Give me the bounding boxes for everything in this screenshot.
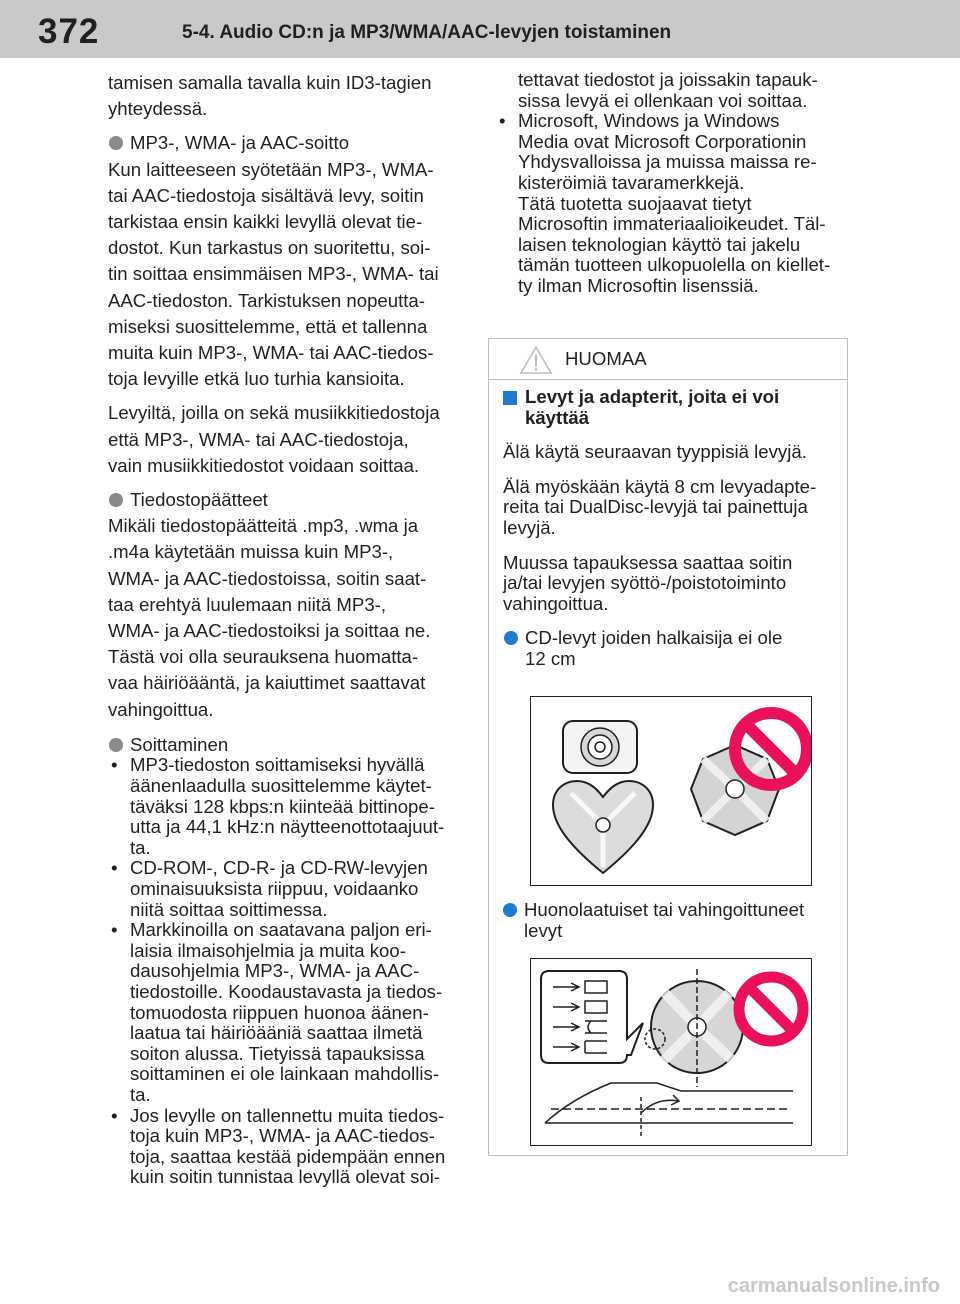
notice-header [489,339,847,380]
notice-para-3: Muussa tapauksessa saattaa soitin ja/tai levyjen syöttö-/poistotoiminto vahingoittua. [503,551,793,614]
intro-paragraph: tamisen samalla tavalla kuin ID3-tagien yhteydessä. [108,72,432,120]
square-disc-icon [563,721,637,773]
extensions-heading: Tiedostopäätteet [108,487,473,513]
list-item: • CD-ROM-, CD-R- ja CD-RW-levyjen ominaisuuksista riippuu, voidaanko niitä soittaa soittimessa. [111,857,428,920]
mp3-paragraph: Kun laitteeseen syötetään MP3-, WMA- tai AAC-tiedostoja sisältävä levy, soitin tarkistaa ensin kaikki levyllä olevat tie- dostot. Kun tarkastus on suoritettu, soi- tin soittaa ensimmäisen MP3-, WMA- tai AAC-tiedoston. Tarkistuksen nopeutta- miseksi suosittelemme, että et tallenna muita kuin MP3-, WMA- tai AAC-tiedos- toja levyille etkä luo turhia kansioita. [108,158,439,390]
notice-subheading: Levyt ja adapterit, joita ei voi käyttää [503,387,833,428]
notice-title: HUOMAA [565,348,647,369]
playback-heading: Soittaminen [108,735,473,756]
watermark: carmanualsonline.info [727,1275,940,1297]
figure-damaged-discs [530,958,812,1146]
left-column [108,70,473,1188]
list-item: • MP3-tiedoston soittamiseksi hyvällä äänenlaadulla suosittelemme käytet- täväksi 128 kbps:n kiinteää bittinope- utta ja 44,1 kHz:n näytteenottotaajuut- ta. [111,754,445,858]
bullet-dot-icon [109,136,123,150]
extensions-paragraph: Mikäli tiedostopäätteitä .mp3, .wma ja .m4a käytetään muissa kuin MP3-, WMA- ja AAC-tiedostoissa, soitin saat- taa erehtyä luulemaan niitä MP3-, WMA- ja AAC-tiedostoiksi ja soittaa ne. Tästä voi olla seurauksena huomatta- vaa häiriöääntä, ja kaiuttimet saattavat vahingoittua. [108,515,431,720]
playback-list [108,755,473,1187]
heart-disc-icon [553,781,653,873]
right-column [496,70,854,297]
nonstandard-discs-illustration [531,697,811,885]
figure-nonstandard-discs [530,696,812,886]
section-title: 5-4. Audio CD:n ja MP3/WMA/AAC-levyjen toistaminen [182,22,672,43]
square-bullet-icon [503,391,517,405]
notice-para-2: Älä myöskään käytä 8 cm levyadapte- reita tai DualDisc-levyjä tai painettuja levyjä. [503,475,817,538]
damaged-disc-icon [645,969,743,1087]
notice-bullet-damaged: Huonolaatuiset tai vahingoittuneet levyt [502,900,842,941]
trademark-list [496,111,854,296]
list-item: • Microsoft, Windows ja Windows Media ovat Microsoft Corporationin Yhdysvalloissa ja muissa maissa re- kisteröimiä tavaramerkkejä. Tätä tuotetta suojaavat tietyt Microsoftin immateriaalioikeudet. Täl- laisen teknologian käyttö tai jakelu tämän tuotteen ulkopuolella on kiellet- ty ilman Microsoftin lisenssiä. [499,110,831,296]
damaged-disc-illustration [531,959,811,1145]
notice-bullet-size: CD-levyt joiden halkaisija ei ole 12 cm [503,628,833,669]
bullet-dot-icon [109,493,123,507]
bullet-dot-icon [503,903,517,917]
list-item: • Jos levylle on tallennettu muita tiedos- toja kuin MP3-, WMA- ja AAC-tiedos- toja, saattaa kestää pidempään ennen kuin soitin tunnistaa levyllä olevat soi- [111,1104,446,1188]
bullet-dot-icon [109,738,123,752]
bullet-dot-icon [504,631,518,645]
page-number: 372 [38,12,100,51]
notice-para-1: Älä käytä seuraavan tyyppisiä levyjä. [503,441,807,463]
mixed-paragraph: Levyiltä, joilla on sekä musiikkitiedostoja että MP3-, WMA- tai AAC-tiedostoja, vain musiikkitiedostot voidaan soittaa. [108,402,440,476]
notice-body [503,387,833,670]
continued-text: tettavat tiedostot ja joissakin tapauk- sissa levyä ei ollenkaan voi soittaa. [518,69,818,111]
prohibition-icon [739,977,803,1041]
zoom-callout [541,971,643,1063]
list-item: • Markkinoilla on saatavana paljon eri- laisia ilmaisohjelmia ja muita koo- dausohjelmia MP3-, WMA- ja AAC- tiedostoille. Koodaustavasta ja tiedos- tomuodosta riippuen huonoa äänen- laatua tai häiriöääniä saattaa ilmetä soiton alussa. Tietyissä tapauksissa soittaminen ei ole lainkaan mahdollis- ta. [111,919,443,1105]
disc-side-view-icon [545,1083,793,1139]
warning-triangle-icon [519,345,553,375]
mp3-heading: MP3-, WMA- ja AAC-soitto [108,130,473,156]
